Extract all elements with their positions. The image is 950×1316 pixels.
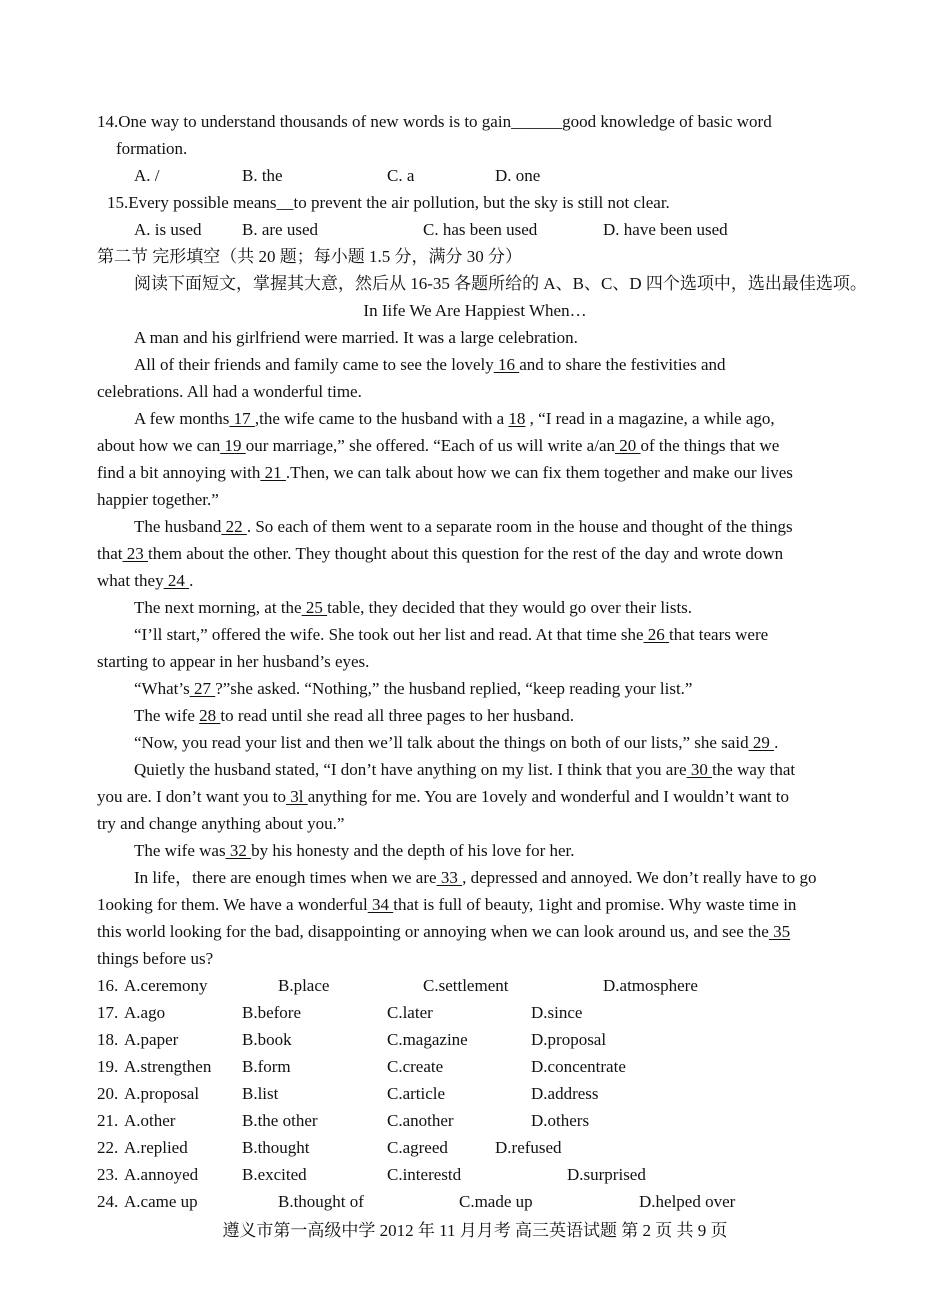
option-c: C.later [387,1003,433,1022]
choice-number: 22. [97,1138,119,1157]
option-a: A.other [124,1111,176,1130]
option-c: C.article [387,1084,446,1103]
blank-26: 26 [643,625,670,644]
passage-line: “I’ll start,” offered the wife. She took out her list and read. At that time she 26 that tears were [134,625,769,644]
passage-line: what they 24 . [97,571,194,590]
passage-line: try and change anything about you.” [97,814,345,833]
blank-22: 22 [221,517,247,536]
blank-24: 24 [163,571,190,590]
option-a: A.strengthen [124,1057,212,1076]
option-d: D.atmosphere [603,976,698,995]
blank-28: 28 [199,706,221,725]
option-c: C.settlement [423,976,509,995]
blank-25: 25 [301,598,328,617]
option-c: C.made up [459,1192,533,1211]
question-15-stem: 15.Every possible means__to prevent the air pollution, but the sky is still not clear. [107,193,670,212]
passage-line: happier together.” [97,490,219,509]
passage-line: The next morning, at the 25 table, they decided that they would go over their lists. [134,598,693,617]
option-d: D. one [495,166,541,185]
option-c: C. a [387,166,415,185]
passage-line: 1ooking for them. We have a wonderful 34 that is full of beauty, 1ight and promise. Why waste time in [97,895,797,914]
blank-30: 30 [686,760,713,779]
passage-line: this world looking for the bad, disappointing or annoying when we can look around us, and see the 35 [97,922,791,941]
choice-number: 21. [97,1111,119,1130]
option-d: D.helped over [639,1192,736,1211]
blank-23: 23 [122,544,148,563]
question-14-stem-cont: formation. [116,139,188,158]
passage-line: that 23 them about the other. They thought about this question for the rest of the day and wrote down [97,544,784,563]
blank-35: 35 [768,922,791,941]
blank-34: 34 [367,895,394,914]
blank-18: 18 [508,409,526,428]
choice-number: 24. [97,1192,119,1211]
blank-31: 3l [286,787,308,806]
passage-line: things before us? [97,949,214,968]
blank-21: 21 [260,463,286,482]
choice-number: 20. [97,1084,119,1103]
blank-27: 27 [189,679,216,698]
option-a: A.ago [124,1003,166,1022]
blank-33: 33 [436,868,463,887]
blank-17: 17 [229,409,255,428]
passage-line: The wife 28 to read until she read all three pages to her husband. [134,706,574,725]
passage-line: The husband 22 . So each of them went to a separate room in the house and thought of the things [134,517,793,536]
passage-line: find a bit annoying with 21 .Then, we can talk about how we can fix them together and make our lives [97,463,793,482]
option-b: B.thought [242,1138,310,1157]
passage-line: about how we can 19 our marriage,” she offered. “Each of us will write a/an 20 of the things that we [97,436,780,455]
option-a: A.paper [124,1030,179,1049]
option-d: D.since [531,1003,583,1022]
passage-line: “What’s 27 ?”she asked. “Nothing,” the husband replied, “keep reading your list.” [134,679,693,698]
option-a: A.came up [124,1192,198,1211]
option-c: C.agreed [387,1138,448,1157]
passage-title: In Iife We Are Happiest When… [363,301,587,320]
option-c: C.interestd [387,1165,462,1184]
option-a: A.replied [124,1138,188,1157]
option-d: D.refused [495,1138,562,1157]
choice-number: 16. [97,976,119,995]
choice-number: 23. [97,1165,119,1184]
option-c: C.create [387,1057,444,1076]
option-b: B.excited [242,1165,307,1184]
passage-line: starting to appear in her husband’s eyes. [97,652,370,671]
option-a: A. / [134,166,160,185]
question-14-stem: 14.One way to understand thousands of new words is to gain______good knowledge of basic word [97,112,772,131]
passage-line: “Now, you read your list and then we’ll talk about the things on both of our lists,” she said 29 . [134,733,779,752]
option-d: D.others [531,1111,590,1130]
blank-19: 19 [220,436,246,455]
passage-line: you are. I don’t want you to 3l anything for me. You are 1ovely and wonderful and I wouldn’t want to [97,787,790,806]
choice-number: 19. [97,1057,119,1076]
section-heading: 第二节 完形填空（共 20 题；每小题 1.5 分，满分 30 分） [97,247,522,266]
option-d: D.concentrate [531,1057,626,1076]
option-a: A.proposal [124,1084,200,1103]
blank-32: 32 [225,841,252,860]
passage-line: celebrations. All had a wonderful time. [97,382,362,401]
blank-20: 20 [615,436,641,455]
page-footer: 遵义市第一高级中学 2012 年 11 月月考 高三英语试题 第 2 页 共 9 页 [222,1221,728,1240]
passage-line: The wife was 32 by his honesty and the depth of his love for her. [134,841,575,860]
option-a: A. is used [134,220,202,239]
option-b: B.place [278,976,330,995]
passage-line: A man and his girlfriend were married. It was a large celebration. [134,328,578,347]
option-b: B. are used [242,220,319,239]
passage-line: A few months 17 ,the wife came to the husband with a 18 , “I read in a magazine, a while ago, [134,409,775,428]
option-b: B.form [242,1057,291,1076]
option-d: D.address [531,1084,599,1103]
passage-line: All of their friends and family came to see the lovely 16 and to share the festivities and [134,355,726,374]
blank-16: 16 [493,355,520,374]
option-b: B. the [242,166,283,185]
option-c: C.magazine [387,1030,468,1049]
section-instruction: 阅读下面短文，掌握其大意，然后从 16-35 各题所给的 A、B、C、D 四个选项中，选出最佳选项。 [134,274,867,293]
blank-29: 29 [748,733,775,752]
passage-line: Quietly the husband stated, “I don’t have anything on my list. I think that you are 30 the way that [134,760,796,779]
option-b: B.before [242,1003,302,1022]
option-a: A.ceremony [124,976,208,995]
option-a: A.annoyed [124,1165,199,1184]
passage-line: In life，there are enough times when we are 33 , depressed and annoyed. We don’t really have to go [134,868,817,887]
option-d: D. have been used [603,220,728,239]
choice-number: 17. [97,1003,119,1022]
option-b: B.the other [242,1111,318,1130]
option-b: B.list [242,1084,279,1103]
option-b: B.book [242,1030,292,1049]
option-d: D.proposal [531,1030,607,1049]
choice-number: 18. [97,1030,119,1049]
option-d: D.surprised [567,1165,646,1184]
option-c: C.another [387,1111,454,1130]
option-c: C. has been used [423,220,538,239]
option-b: B.thought of [278,1192,364,1211]
